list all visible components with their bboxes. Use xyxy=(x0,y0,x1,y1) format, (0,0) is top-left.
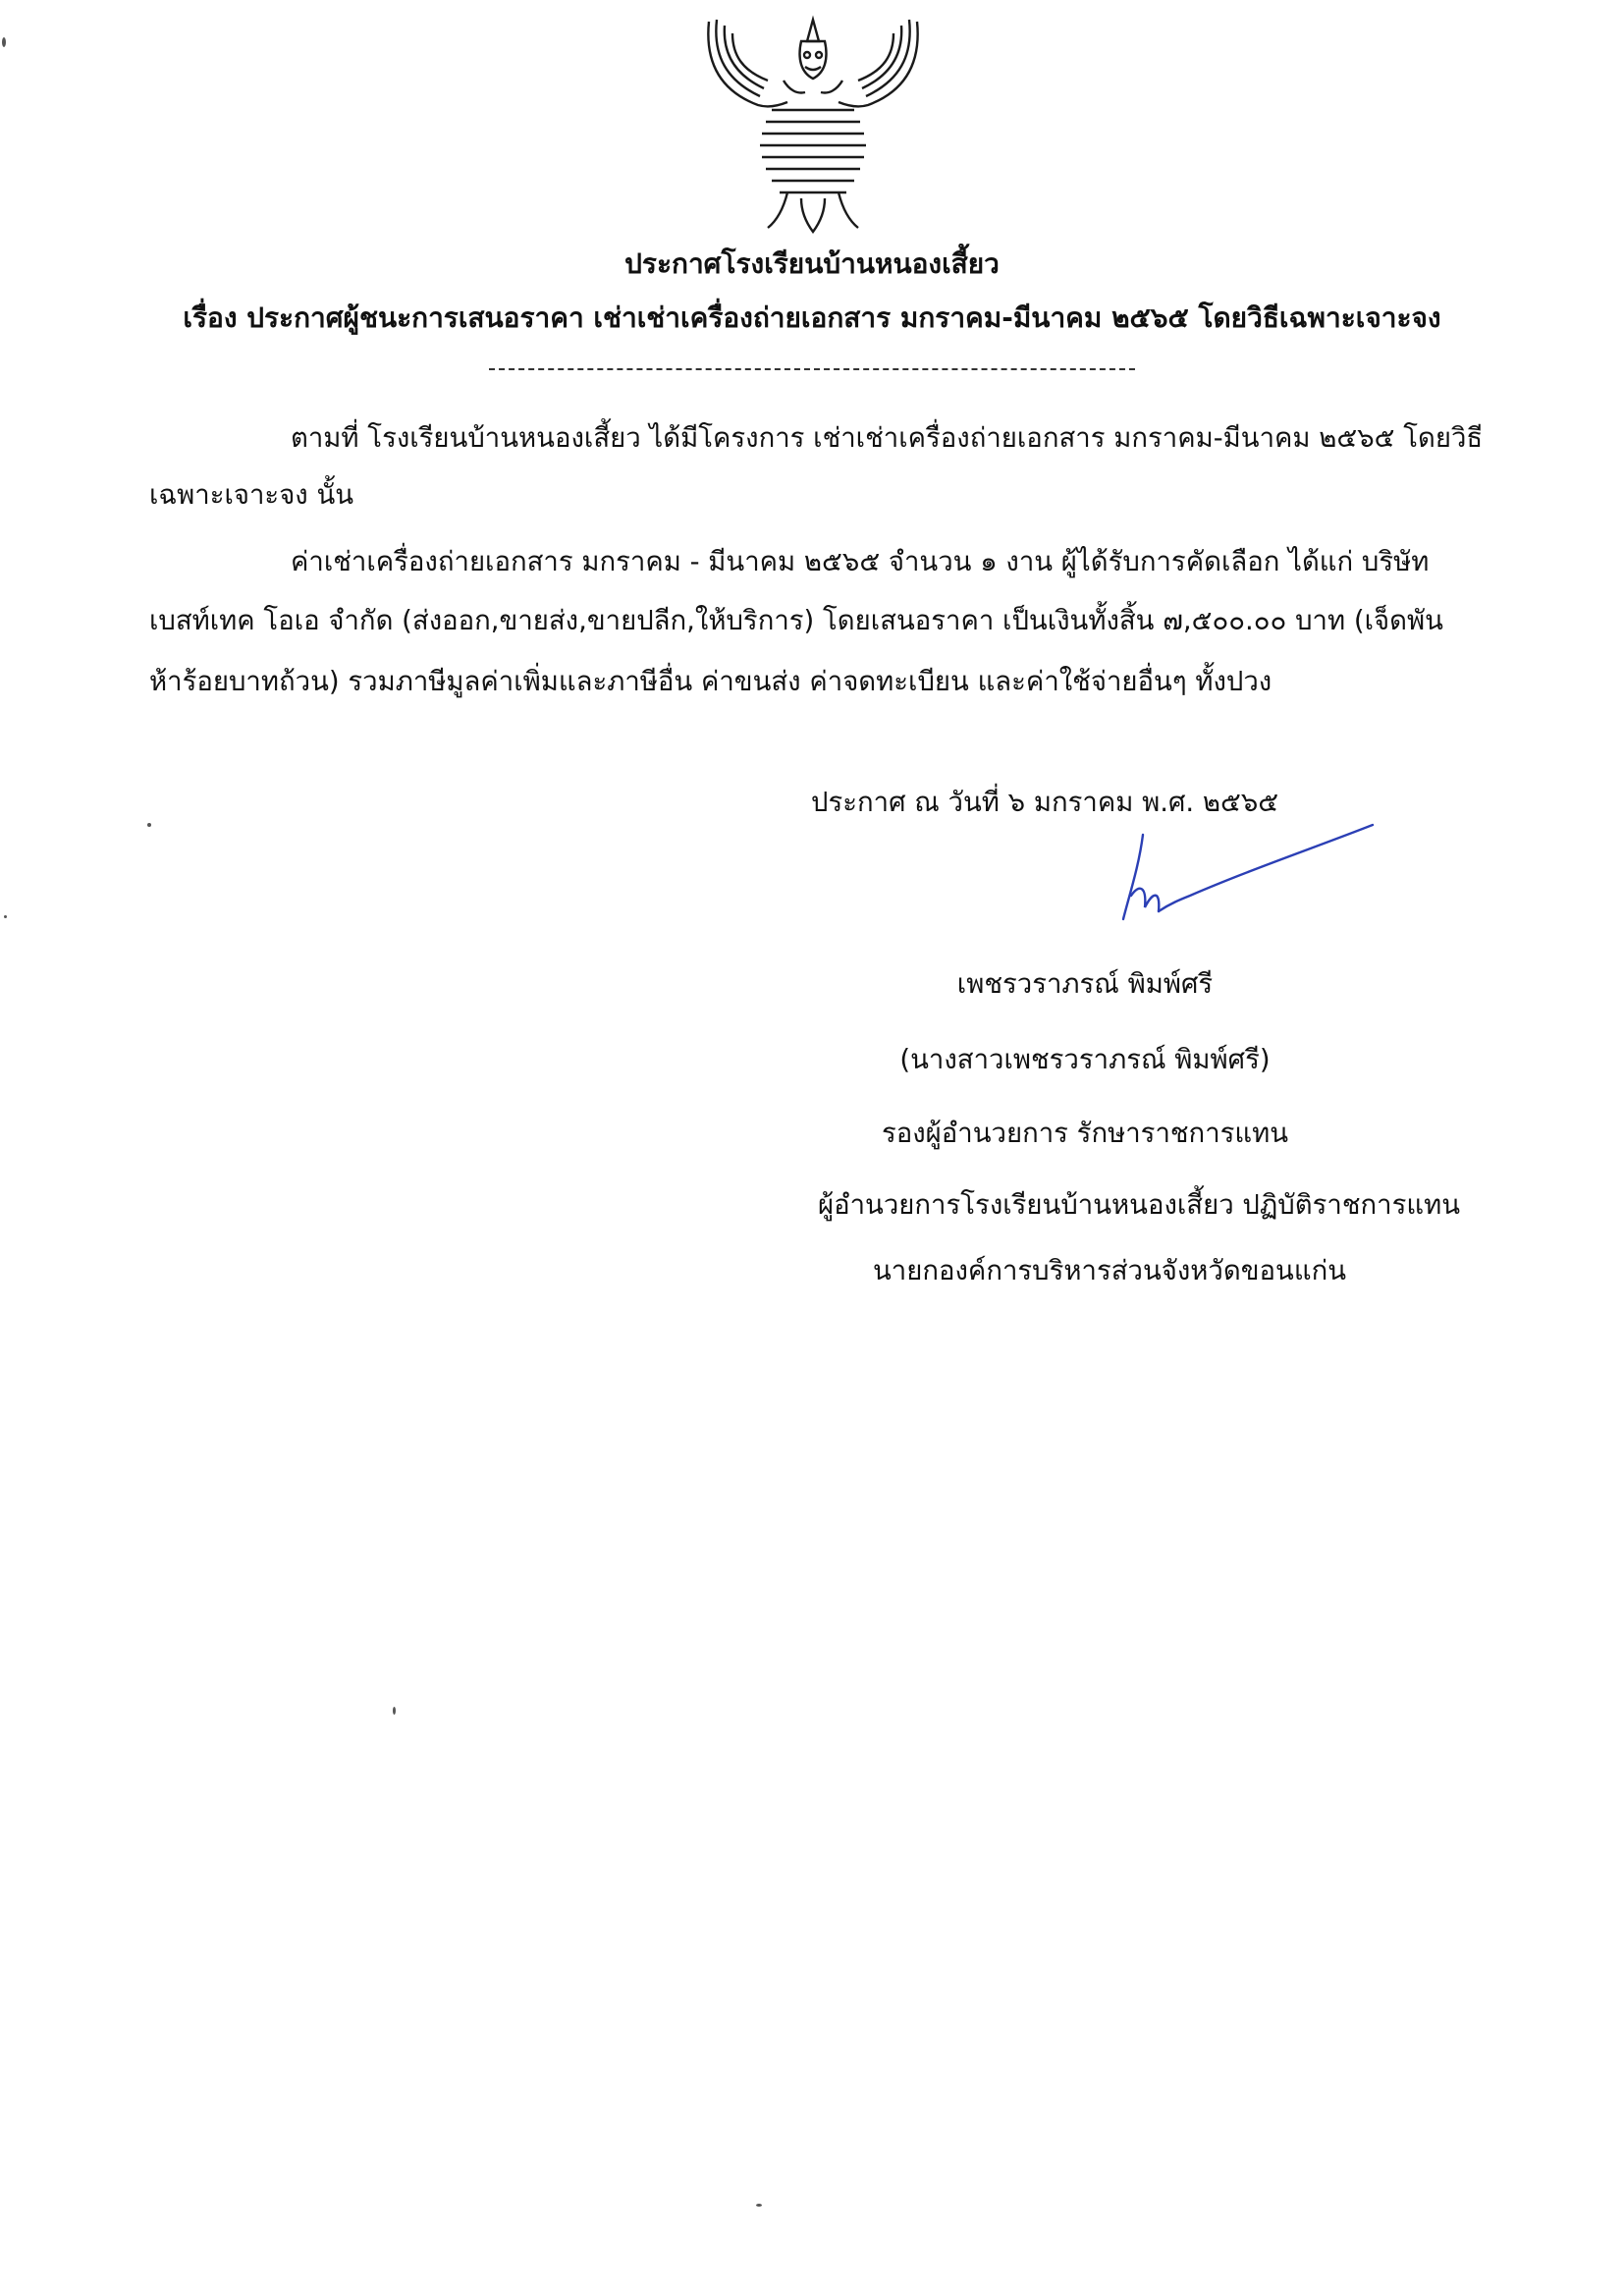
signer-position-1: รองผู้อำนวยการ รักษาราชการแทน xyxy=(881,1118,1289,1149)
signer-position-3: นายกองค์การบริหารส่วนจังหวัดขอนแก่น xyxy=(872,1255,1347,1286)
announcement-title: ประกาศโรงเรียนบ้านหนองเสี้ยว xyxy=(624,247,1000,280)
paragraph-2-line-1: ค่าเช่าเครื่องถ่ายเอกสาร มกราคม - มีนาคม ๒๕๖๕ จำนวน ๑ งาน ผู้ได้รับการคัดเลือก ได้แก่ บริษัท xyxy=(291,546,1430,577)
scan-speck xyxy=(2,37,6,47)
paragraph-1-line-1: ตามที่ โรงเรียนบ้านหนองเสี้ยว ได้มีโครงการ เช่าเช่าเครื่องถ่ายเอกสาร มกราคม-มีนาคม ๒๕๖๕ โดยวิธี xyxy=(291,422,1484,454)
divider-line xyxy=(489,368,1135,370)
signer-position-2: ผู้อำนวยการโรงเรียนบ้านหนองเสี้ยว ปฏิบัติราชการแทน xyxy=(817,1189,1460,1221)
handwritten-signature-icon xyxy=(1102,817,1386,945)
announcement-date: ประกาศ ณ วันที่ ๖ มกราคม พ.ศ. ๒๕๖๕ xyxy=(811,787,1279,818)
signer-name: เพชรวราภรณ์ พิมพ์ศรี xyxy=(956,968,1214,1000)
announcement-subject: เรื่อง ประกาศผู้ชนะการเสนอราคา เช่าเช่าเครื่องถ่ายเอกสาร มกราคม-มีนาคม ๒๕๖๕ โดยวิธีเฉพาะเจาะจง xyxy=(183,301,1441,334)
scan-speck xyxy=(756,2204,762,2207)
scan-speck xyxy=(4,915,7,918)
garuda-emblem-icon xyxy=(699,12,927,236)
signer-full-name: (นางสาวเพชรวราภรณ์ พิมพ์ศรี) xyxy=(899,1044,1271,1075)
scan-speck xyxy=(393,1707,396,1715)
paragraph-2-line-3: ห้าร้อยบาทถ้วน) รวมภาษีมูลค่าเพิ่มและภาษีอื่น ค่าขนส่ง ค่าจดทะเบียน และค่าใช้จ่ายอื่นๆ ทั้งปวง xyxy=(149,666,1272,697)
scan-speck xyxy=(147,823,151,827)
paragraph-2-line-2: เบสท์เทค โอเอ จำกัด (ส่งออก,ขายส่ง,ขายปลีก,ให้บริการ) โดยเสนอราคา เป็นเงินทั้งสิ้น ๗,๕๐๐.๐๐ บาท (เจ็ดพัน xyxy=(149,605,1443,636)
paragraph-1-line-2: เฉพาะเจาะจง นั้น xyxy=(149,479,354,511)
